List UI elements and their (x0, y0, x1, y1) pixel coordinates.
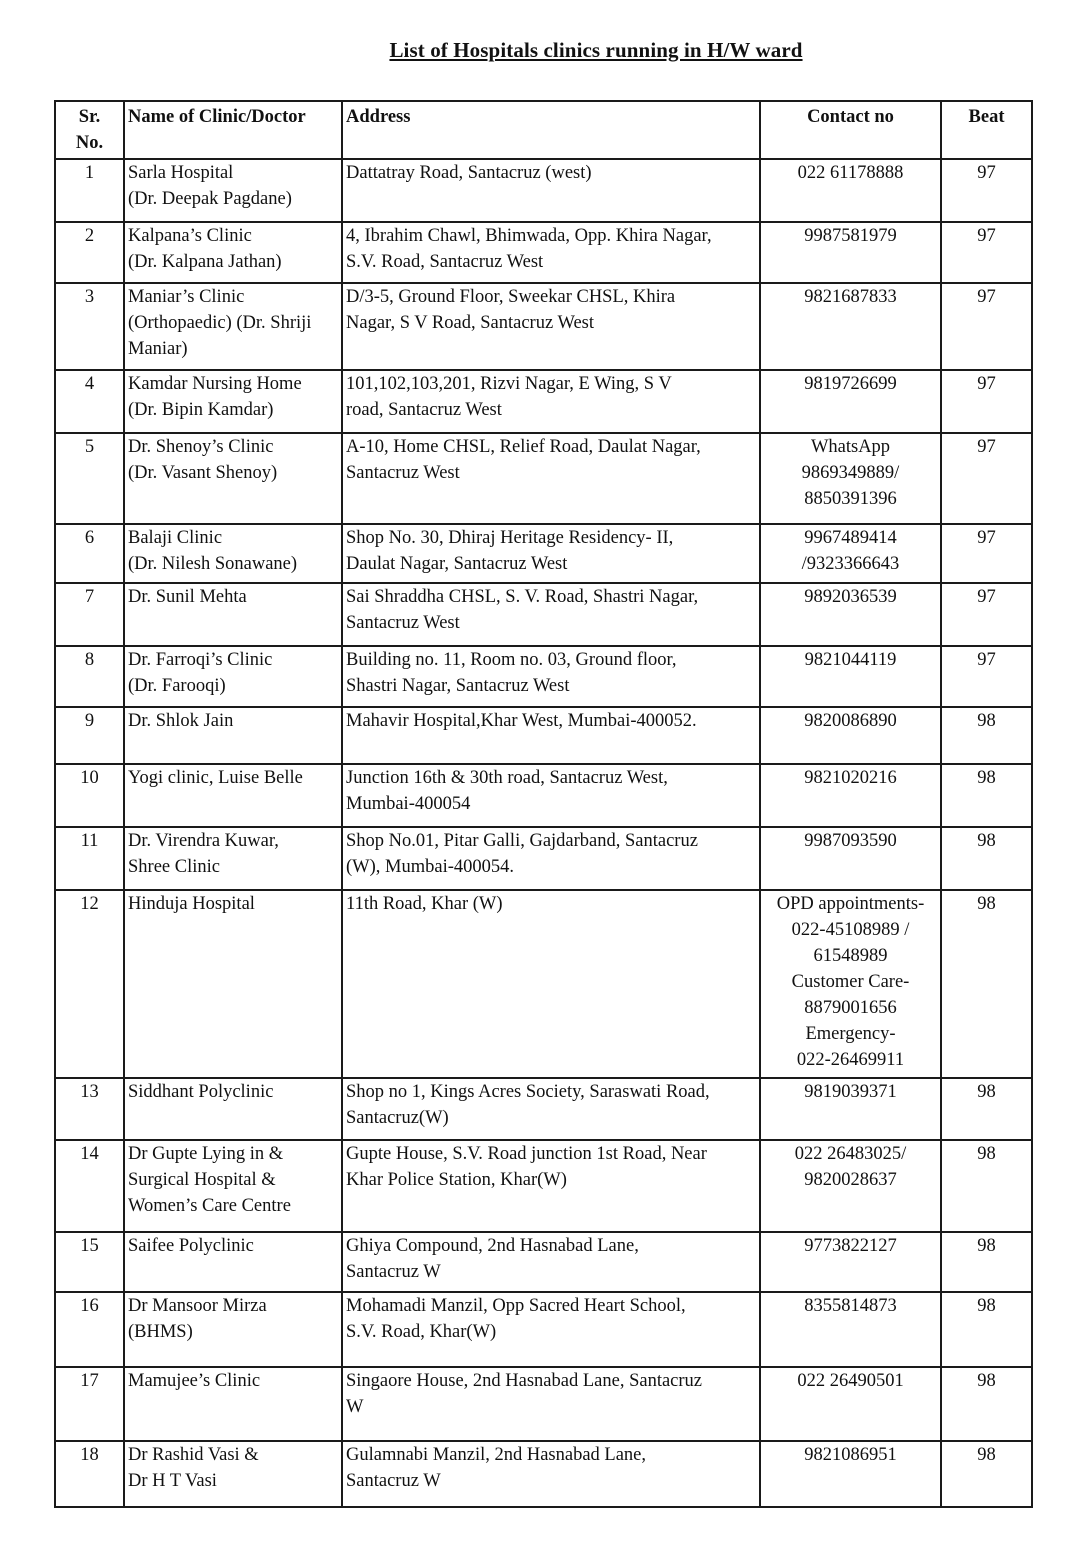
cell-clinic-name-line: Kalpana’s Clinic (128, 226, 252, 246)
cell-clinic-name (124, 890, 342, 1078)
cell-sr-no: 6 (55, 524, 124, 583)
cell-contact-line: 9821044119 (804, 650, 897, 670)
cell-address-line: 11th Road, Khar (W) (346, 894, 503, 914)
cell-clinic-name (124, 1140, 342, 1232)
table-row (55, 890, 1032, 1078)
table-row (55, 1441, 1032, 1507)
cell-contact-line: 9869349889/ (801, 463, 900, 483)
cell-contact-line: 9967489414 (804, 528, 897, 548)
cell-beat: 98 (941, 1367, 1032, 1441)
cell-address (342, 890, 760, 1078)
cell-beat: 97 (941, 159, 1032, 222)
cell-contact (760, 370, 941, 433)
cell-address-line: Mumbai-400054 (346, 794, 471, 814)
cell-beat: 97 (941, 583, 1032, 646)
cell-clinic-name-line: Yogi clinic, Luise Belle (128, 768, 303, 788)
cell-address (342, 1441, 760, 1507)
cell-address (342, 646, 760, 707)
cell-clinic-name-line: Maniar’s Clinic (128, 287, 245, 307)
cell-beat: 98 (941, 1078, 1032, 1140)
cell-address-line: Nagar, S V Road, Santacruz West (346, 313, 594, 333)
table-row (55, 222, 1032, 283)
cell-clinic-name-line: Dr. Shlok Jain (128, 711, 234, 731)
header-sr-line1: Sr. (78, 107, 101, 127)
cell-address-line: Junction 16th & 30th road, Santacruz West, (346, 768, 668, 788)
cell-address-line: Building no. 11, Room no. 03, Ground floor, (346, 650, 677, 670)
cell-contact-line: 9987093590 (804, 831, 897, 851)
cell-clinic-name-line: (Dr. Nilesh Sonawane) (128, 554, 298, 574)
cell-contact-line: WhatsApp (810, 437, 891, 457)
cell-clinic-name-line: (Dr. Bipin Kamdar) (128, 400, 274, 420)
cell-address (342, 583, 760, 646)
cell-contact-line: 8879001656 (804, 998, 897, 1018)
cell-contact-line: 9821086951 (804, 1445, 897, 1465)
table-row (55, 524, 1032, 583)
cell-contact-line: 022 61178888 (797, 163, 904, 183)
cell-clinic-name (124, 827, 342, 890)
cell-beat: 98 (941, 764, 1032, 827)
cell-address-line: W (346, 1397, 364, 1417)
cell-beat: 97 (941, 283, 1032, 370)
cell-address-line: A-10, Home CHSL, Relief Road, Daulat Nagar, (346, 437, 701, 457)
cell-address (342, 1140, 760, 1232)
table-row (55, 283, 1032, 370)
cell-address (342, 827, 760, 890)
cell-contact-line: 022 26490501 (797, 1371, 904, 1391)
table-row (55, 1140, 1032, 1232)
cell-contact (760, 1232, 941, 1292)
cell-address-line: Daulat Nagar, Santacruz West (346, 554, 568, 574)
cell-clinic-name-line: Shree Clinic (128, 857, 220, 877)
cell-clinic-name-line: Women’s Care Centre (128, 1196, 291, 1216)
cell-clinic-name (124, 222, 342, 283)
cell-sr-no: 2 (55, 222, 124, 283)
table-row (55, 1367, 1032, 1441)
table-row (55, 707, 1032, 764)
cell-sr-no: 3 (55, 283, 124, 370)
cell-clinic-name-line: Balaji Clinic (128, 528, 223, 548)
cell-clinic-name-line: (Dr. Kalpana Jathan) (128, 252, 282, 272)
cell-address-line: Santacruz(W) (346, 1108, 449, 1128)
cell-contact-line: 022 26483025/ (794, 1144, 907, 1164)
cell-sr-no: 5 (55, 433, 124, 524)
cell-address-line: Shastri Nagar, Santacruz West (346, 676, 570, 696)
cell-beat: 98 (941, 1292, 1032, 1367)
cell-address (342, 1078, 760, 1140)
cell-contact (760, 1078, 941, 1140)
cell-contact (760, 222, 941, 283)
table-row (55, 646, 1032, 707)
cell-sr-no: 12 (55, 890, 124, 1078)
cell-contact (760, 1140, 941, 1232)
cell-address (342, 1367, 760, 1441)
cell-clinic-name-line: Kamdar Nursing Home (128, 374, 302, 394)
cell-contact-line: Customer Care- (791, 972, 910, 992)
cell-beat: 98 (941, 890, 1032, 1078)
hospital-table (54, 100, 1033, 1508)
cell-clinic-name-line: Dr H T Vasi (128, 1471, 217, 1491)
header-name: Name of Clinic/Doctor (124, 101, 342, 159)
table-row (55, 764, 1032, 827)
cell-address-line: (W), Mumbai-400054. (346, 857, 515, 877)
cell-address-line: road, Santacruz West (346, 400, 502, 420)
document-title: List of Hospitals clinics running in H/W ward (389, 38, 803, 62)
cell-contact-line: 022-45108989 / (791, 920, 910, 940)
cell-beat: 98 (941, 1140, 1032, 1232)
cell-contact-line: 61548989 (813, 946, 888, 966)
cell-address-line: 101,102,103,201, Rizvi Nagar, E Wing, S V (346, 374, 672, 394)
cell-clinic-name (124, 764, 342, 827)
cell-clinic-name-line: Saifee Polyclinic (128, 1236, 254, 1256)
cell-contact-line: 9819726699 (804, 374, 897, 394)
cell-clinic-name-line: Siddhant Polyclinic (128, 1082, 274, 1102)
cell-contact (760, 890, 941, 1078)
cell-beat: 98 (941, 1232, 1032, 1292)
cell-address-line: 4, Ibrahim Chawl, Bhimwada, Opp. Khira Nagar, (346, 226, 712, 246)
cell-contact (760, 433, 941, 524)
cell-address-line: Santacruz West (346, 463, 460, 483)
cell-clinic-name-line: Surgical Hospital & (128, 1170, 276, 1190)
cell-address-line: D/3-5, Ground Floor, Sweekar CHSL, Khira (346, 287, 676, 307)
cell-contact (760, 283, 941, 370)
cell-address (342, 159, 760, 222)
cell-clinic-name (124, 524, 342, 583)
cell-address-line: Santacruz West (346, 613, 460, 633)
cell-beat: 98 (941, 1441, 1032, 1507)
cell-address-line: Shop No. 30, Dhiraj Heritage Residency- II, (346, 528, 674, 548)
cell-clinic-name (124, 433, 342, 524)
cell-beat: 97 (941, 646, 1032, 707)
header-sr-no (55, 101, 124, 159)
cell-contact-line: 9821687833 (804, 287, 897, 307)
cell-address-line: Mahavir Hospital,Khar West, Mumbai-400052. (346, 711, 697, 731)
cell-clinic-name-line: Hinduja Hospital (128, 894, 255, 914)
cell-contact (760, 827, 941, 890)
cell-address-line: Santacruz W (346, 1471, 441, 1491)
cell-contact-line: /9323366643 (801, 554, 900, 574)
table-row (55, 370, 1032, 433)
cell-address (342, 707, 760, 764)
cell-contact-line: 9820028637 (804, 1170, 897, 1190)
cell-contact-line: OPD appointments- (776, 894, 925, 914)
cell-address (342, 1232, 760, 1292)
cell-contact-line: 9820086890 (804, 711, 897, 731)
cell-clinic-name (124, 583, 342, 646)
cell-sr-no: 1 (55, 159, 124, 222)
cell-clinic-name-line: Dr Gupte Lying in & (128, 1144, 284, 1164)
cell-sr-no: 8 (55, 646, 124, 707)
cell-beat: 98 (941, 707, 1032, 764)
cell-clinic-name-line: (BHMS) (128, 1322, 193, 1342)
cell-sr-no: 18 (55, 1441, 124, 1507)
cell-clinic-name (124, 1078, 342, 1140)
cell-address-line: Mohamadi Manzil, Opp Sacred Heart School, (346, 1296, 686, 1316)
cell-address-line: Gupte House, S.V. Road junction 1st Road, Near (346, 1144, 707, 1164)
cell-contact (760, 646, 941, 707)
table-body (55, 159, 1032, 1507)
cell-contact (760, 764, 941, 827)
cell-clinic-name (124, 1441, 342, 1507)
cell-contact (760, 1367, 941, 1441)
cell-clinic-name-line: Dr Rashid Vasi & (128, 1445, 259, 1465)
cell-clinic-name-line: Dr Mansoor Mirza (128, 1296, 267, 1316)
table-row (55, 159, 1032, 222)
table-row (55, 1292, 1032, 1367)
header-address: Address (342, 101, 760, 159)
cell-clinic-name (124, 283, 342, 370)
cell-clinic-name (124, 1367, 342, 1441)
table-header-row (55, 101, 1032, 159)
cell-contact (760, 707, 941, 764)
cell-address-line: Ghiya Compound, 2nd Hasnabad Lane, (346, 1236, 639, 1256)
cell-sr-no: 11 (55, 827, 124, 890)
cell-address-line: Gulamnabi Manzil, 2nd Hasnabad Lane, (346, 1445, 647, 1465)
cell-clinic-name (124, 1292, 342, 1367)
cell-beat: 97 (941, 524, 1032, 583)
cell-sr-no: 17 (55, 1367, 124, 1441)
cell-contact-line: 9819039371 (804, 1082, 897, 1102)
table-row (55, 1232, 1032, 1292)
cell-beat: 97 (941, 222, 1032, 283)
cell-address (342, 283, 760, 370)
cell-address (342, 370, 760, 433)
cell-sr-no: 7 (55, 583, 124, 646)
cell-sr-no: 9 (55, 707, 124, 764)
cell-address (342, 1292, 760, 1367)
cell-clinic-name-line: (Dr. Deepak Pagdane) (128, 189, 292, 209)
cell-clinic-name-line: (Orthopaedic) (Dr. Shriji (128, 313, 312, 333)
cell-contact-line: 8850391396 (804, 489, 897, 509)
cell-clinic-name (124, 1232, 342, 1292)
cell-address-line: Shop No.01, Pitar Galli, Gajdarband, Santacruz (346, 831, 698, 851)
cell-sr-no: 15 (55, 1232, 124, 1292)
cell-clinic-name-line: Dr. Sunil Mehta (128, 587, 247, 607)
header-sr-line2: No. (75, 133, 104, 153)
cell-clinic-name-line: Sarla Hospital (128, 163, 234, 183)
table-row (55, 827, 1032, 890)
cell-contact-line: 9821020216 (804, 768, 897, 788)
cell-contact-line: Emergency- (805, 1024, 896, 1044)
cell-address-line: S.V. Road, Santacruz West (346, 252, 544, 272)
header-contact: Contact no (760, 101, 941, 159)
cell-address-line: Dattatray Road, Santacruz (west) (346, 163, 592, 183)
cell-contact-line: 9892036539 (804, 587, 897, 607)
cell-clinic-name-line: Maniar) (128, 339, 188, 359)
cell-address-line: Singaore House, 2nd Hasnabad Lane, Santacruz (346, 1371, 703, 1391)
cell-clinic-name-line: Dr. Virendra Kuwar, (128, 831, 279, 851)
cell-clinic-name-line: (Dr. Farooqi) (128, 676, 226, 696)
cell-beat: 98 (941, 827, 1032, 890)
table-row (55, 433, 1032, 524)
cell-clinic-name-line: (Dr. Vasant Shenoy) (128, 463, 278, 483)
cell-address (342, 222, 760, 283)
cell-contact-line: 9987581979 (804, 226, 897, 246)
cell-sr-no: 13 (55, 1078, 124, 1140)
cell-clinic-name-line: Mamujee’s Clinic (128, 1371, 261, 1391)
cell-clinic-name-line: Dr. Farroqi’s Clinic (128, 650, 273, 670)
cell-clinic-name (124, 370, 342, 433)
cell-address (342, 433, 760, 524)
cell-sr-no: 16 (55, 1292, 124, 1367)
cell-sr-no: 4 (55, 370, 124, 433)
cell-address (342, 764, 760, 827)
cell-contact-line: 022-26469911 (796, 1050, 905, 1070)
cell-contact (760, 1292, 941, 1367)
cell-contact-line: 8355814873 (804, 1296, 897, 1316)
cell-contact-line: 9773822127 (804, 1236, 897, 1256)
cell-contact (760, 583, 941, 646)
cell-beat: 97 (941, 433, 1032, 524)
header-beat: Beat (941, 101, 1032, 159)
cell-contact (760, 1441, 941, 1507)
cell-address (342, 524, 760, 583)
cell-address-line: Sai Shraddha CHSL, S. V. Road, Shastri Nagar, (346, 587, 699, 607)
cell-address-line: S.V. Road, Khar(W) (346, 1322, 497, 1342)
cell-beat: 97 (941, 370, 1032, 433)
cell-contact (760, 159, 941, 222)
cell-sr-no: 14 (55, 1140, 124, 1232)
cell-address-line: Shop no 1, Kings Acres Society, Saraswati Road, (346, 1082, 710, 1102)
cell-clinic-name-line: Dr. Shenoy’s Clinic (128, 437, 274, 457)
cell-address-line: Khar Police Station, Khar(W) (346, 1170, 567, 1190)
cell-sr-no: 10 (55, 764, 124, 827)
table-row (55, 583, 1032, 646)
cell-address-line: Santacruz W (346, 1262, 441, 1282)
cell-clinic-name (124, 159, 342, 222)
table-row (55, 1078, 1032, 1140)
cell-clinic-name (124, 646, 342, 707)
cell-clinic-name (124, 707, 342, 764)
cell-contact (760, 524, 941, 583)
